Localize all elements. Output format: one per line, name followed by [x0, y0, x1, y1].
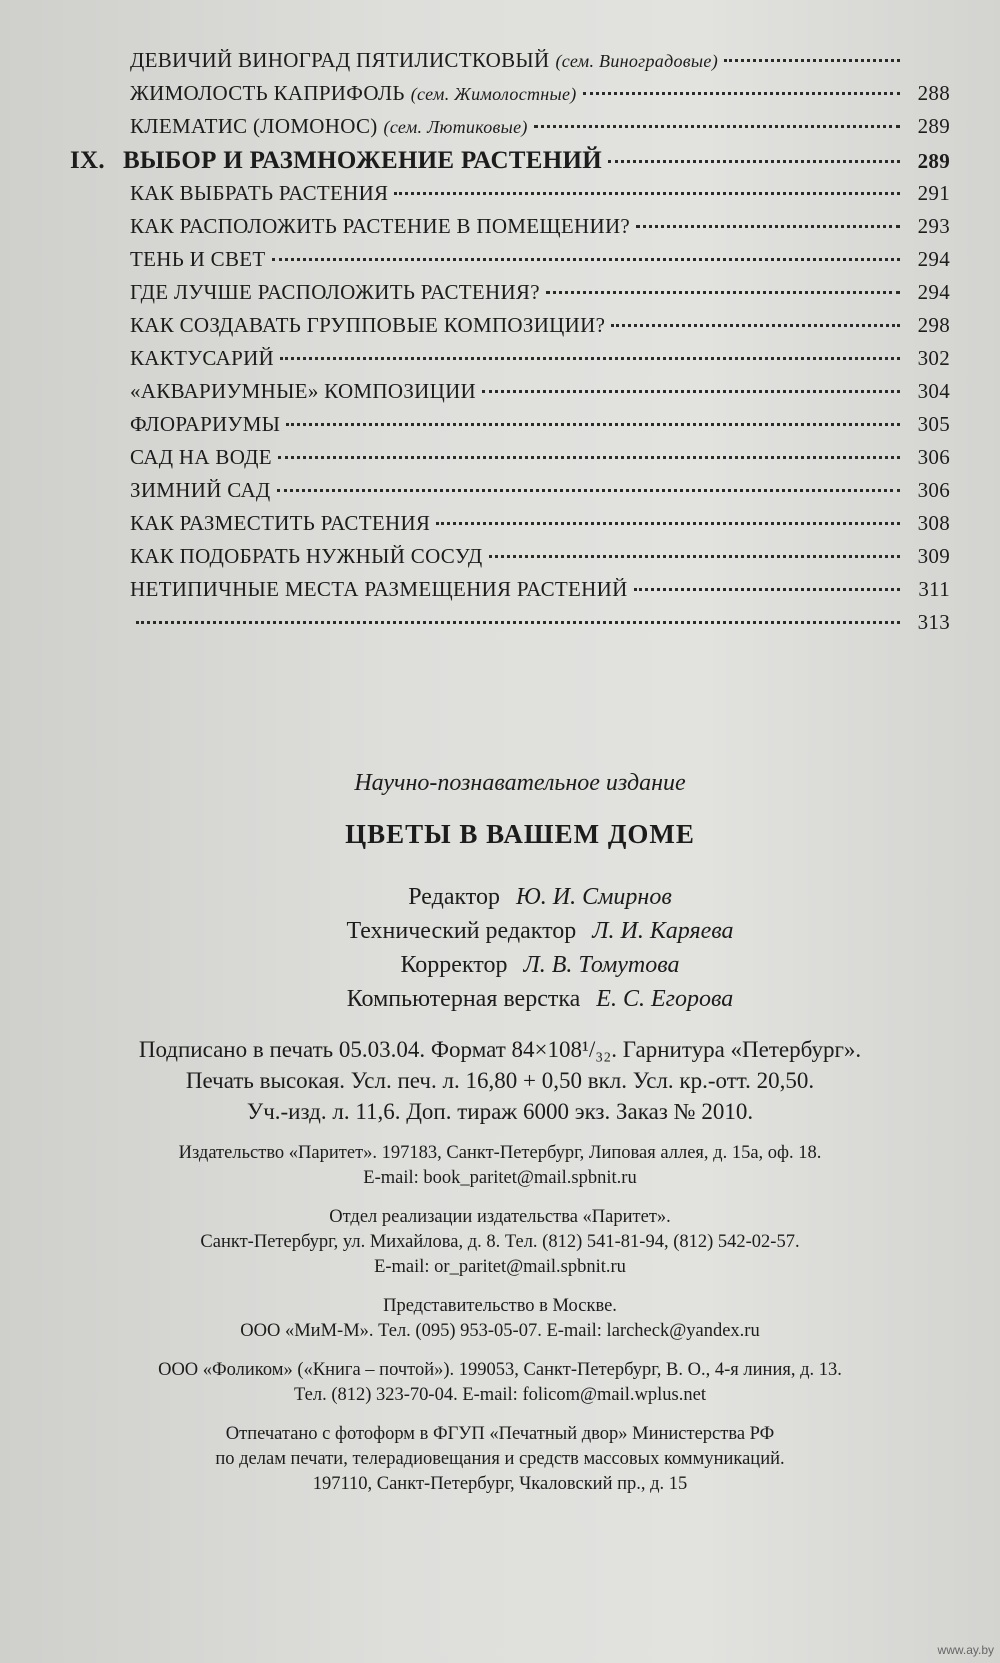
credit-layout: Компьютерная верстка Е. С. Егорова — [346, 986, 734, 1012]
toc-entry-page: 288 — [917, 81, 950, 105]
imprint-section — [0, 770, 1000, 1497]
toc-entry-page: 291 — [917, 181, 950, 205]
toc-entry — [70, 445, 950, 478]
dot-leader — [482, 390, 900, 393]
toc-entry-page: 306 — [917, 478, 950, 502]
toc-entry-page: 306 — [917, 445, 950, 469]
technical-info — [0, 1034, 1000, 1127]
toc-entry-page: 289 — [917, 114, 950, 138]
toc-entry-title: КАК ПОДОБРАТЬ НУЖНЫЙ СОСУД — [130, 544, 483, 568]
credits — [0, 880, 1000, 1016]
dot-leader — [280, 357, 900, 360]
sales-title: Отдел реализации издательства «Паритет». — [329, 1207, 671, 1227]
toc-entry-page: 305 — [917, 412, 950, 436]
folikom-contact: Тел. (812) 323-70-04. E-mail: folicom@mail.wplus.net — [294, 1385, 706, 1405]
credit-proofreader: Корректор Л. В. Томутова — [400, 952, 680, 978]
dot-leader — [277, 489, 900, 492]
dot-leader — [546, 291, 900, 294]
moscow-title: Представительство в Москве. — [383, 1296, 617, 1316]
toc-entry-page: 313 — [917, 610, 950, 634]
toc-entry-title: КАК РАСПОЛОЖИТЬ РАСТЕНИЕ В ПОМЕЩЕНИИ? — [130, 214, 631, 238]
toc-entry-page: 308 — [917, 511, 950, 535]
dot-leader — [634, 588, 900, 591]
toc-entry — [70, 412, 950, 445]
toc-entry — [70, 313, 950, 346]
dot-leader — [608, 160, 900, 163]
toc-entry — [70, 511, 950, 544]
dot-leader — [136, 621, 900, 624]
toc-entry — [70, 181, 950, 214]
toc-entry-title: ГДЕ ЛУЧШЕ РАСПОЛОЖИТЬ РАСТЕНИЯ? — [130, 280, 540, 304]
toc-entry — [70, 114, 950, 147]
sales-email: E-mail: or_paritet@mail.spbnit.ru — [374, 1257, 626, 1277]
toc-entry-title: ФЛОРАРИУМЫ — [130, 412, 281, 436]
toc-entry-page: 298 — [917, 313, 950, 337]
toc-entry-page: 304 — [917, 379, 950, 403]
toc-entry — [70, 81, 950, 114]
chapter-number: IX. — [70, 147, 105, 174]
printer-line: Отпечатано с фотоформ в ФГУП «Печатный двор» Министерства РФ — [225, 1424, 775, 1444]
toc-entry-title: ЖИМОЛОСТЬ КАПРИФОЛЬ — [130, 81, 405, 105]
toc-entry — [70, 544, 950, 577]
toc-entry-title: ДЕВИЧИЙ ВИНОГРАД ПЯТИЛИСТКОВЫЙ — [130, 48, 550, 72]
toc-entry-title: ТЕНЬ И СВЕТ — [130, 247, 266, 271]
toc-entry-page: 311 — [918, 577, 950, 601]
watermark: www.ay.by — [937, 1643, 994, 1657]
dot-leader — [611, 324, 900, 327]
toc-entry — [70, 478, 950, 511]
toc-entry — [70, 48, 950, 81]
tech-line: Печать высокая. Усл. печ. л. 16,80 + 0,50 вкл. Усл. кр.-отт. 20,50. — [185, 1068, 815, 1093]
toc-entry-page: 302 — [917, 346, 950, 370]
toc-entry-title: КАК ВЫБРАТЬ РАСТЕНИЯ — [130, 181, 389, 205]
publisher-email: E-mail: book_paritet@mail.spbnit.ru — [363, 1168, 637, 1188]
tech-line: Уч.-изд. л. 11,6. Доп. тираж 6000 экз. Заказ № 2010. — [246, 1099, 754, 1124]
printer-line: по делам печати, телерадиовещания и средств массовых коммуникаций. — [215, 1449, 785, 1469]
printer-info — [0, 1422, 1000, 1497]
book-title: ЦВЕТЫ В ВАШЕМ ДОМЕ — [345, 819, 695, 849]
toc-entry-title: НЕТИПИЧНЫЕ МЕСТА РАЗМЕЩЕНИЯ РАСТЕНИЙ — [130, 577, 628, 601]
toc-entry-page: 294 — [917, 247, 950, 271]
toc-entry — [70, 379, 950, 412]
dot-leader — [278, 456, 900, 459]
publisher-address: Издательство «Паритет». 197183, Санкт-Петербург, Липовая аллея, д. 15а, оф. 18. — [178, 1143, 822, 1163]
toc-entry — [70, 214, 950, 247]
toc-entry-title: КАК РАЗМЕСТИТЬ РАСТЕНИЯ — [130, 511, 431, 535]
folikom-info — [0, 1358, 1000, 1408]
toc-entry-title: САД НА ВОДЕ — [130, 445, 272, 469]
toc-entry — [70, 577, 950, 610]
sales-dept-info — [0, 1205, 1000, 1280]
toc-entry-family: (сем. Виноградовые) — [555, 51, 718, 71]
toc-entry-title: КАК СОЗДАВАТЬ ГРУППОВЫЕ КОМПОЗИЦИИ? — [130, 313, 606, 337]
toc-entry-family: (сем. Лютиковые) — [383, 117, 528, 137]
credit-tech-editor: Технический редактор Л. И. Каряева — [346, 918, 734, 944]
dot-leader — [534, 125, 900, 128]
dot-leader — [724, 59, 900, 62]
edition-type: Научно-познавательное издание — [354, 770, 686, 796]
toc-entry-title: ЗИМНИЙ САД — [130, 478, 271, 502]
folikom-address: ООО «Фоликом» («Книга – почтой»). 199053, Санкт-Петербург, В. О., 4-я линия, д. 13. — [158, 1360, 842, 1380]
toc-entry-title: ВЫБОР И РАЗМНОЖЕНИЕ РАСТЕНИЙ — [122, 147, 602, 174]
moscow-contact: ООО «МиМ-М». Тел. (095) 953-05-07. E-mail: larcheck@yandex.ru — [240, 1321, 760, 1341]
toc-entry-title: КАКТУСАРИЙ — [130, 346, 275, 370]
dot-leader — [636, 225, 900, 228]
toc-entry-title: КЛЕМАТИС (ЛОМОНОС) — [130, 114, 378, 138]
toc-entry-page: 309 — [917, 544, 950, 568]
toc-entry-page: 289 — [917, 149, 950, 173]
toc-entry — [70, 610, 950, 643]
dot-leader — [286, 423, 900, 426]
toc-entry-family: (сем. Жимолостные) — [410, 84, 577, 104]
sales-address: Санкт-Петербург, ул. Михайлова, д. 8. Тел. (812) 541-81-94, (812) 542-02-57. — [200, 1232, 800, 1252]
publisher-info — [0, 1141, 1000, 1191]
tech-line: Подписано в печать 05.03.04. Формат 84×108¹/₃₂. Гарнитура «Петербург». — [138, 1037, 862, 1062]
toc-entry — [70, 346, 950, 379]
toc-entry-page: 293 — [917, 214, 950, 238]
dot-leader — [436, 522, 900, 525]
toc-entry-page: 294 — [917, 280, 950, 304]
toc-entry-title: «АКВАРИУМНЫЕ» КОМПОЗИЦИИ — [130, 379, 476, 403]
moscow-office-info — [0, 1294, 1000, 1344]
dot-leader — [394, 192, 900, 195]
dot-leader — [489, 555, 901, 558]
credit-editor: Редактор Ю. И. Смирнов — [408, 884, 672, 910]
toc-entry — [70, 280, 950, 313]
table-of-contents — [70, 48, 950, 643]
dot-leader — [583, 92, 900, 95]
toc-entry — [70, 147, 950, 181]
dot-leader — [272, 258, 900, 261]
toc-entry — [70, 247, 950, 280]
printer-line: 197110, Санкт-Петербург, Чкаловский пр., д. 15 — [312, 1474, 688, 1494]
